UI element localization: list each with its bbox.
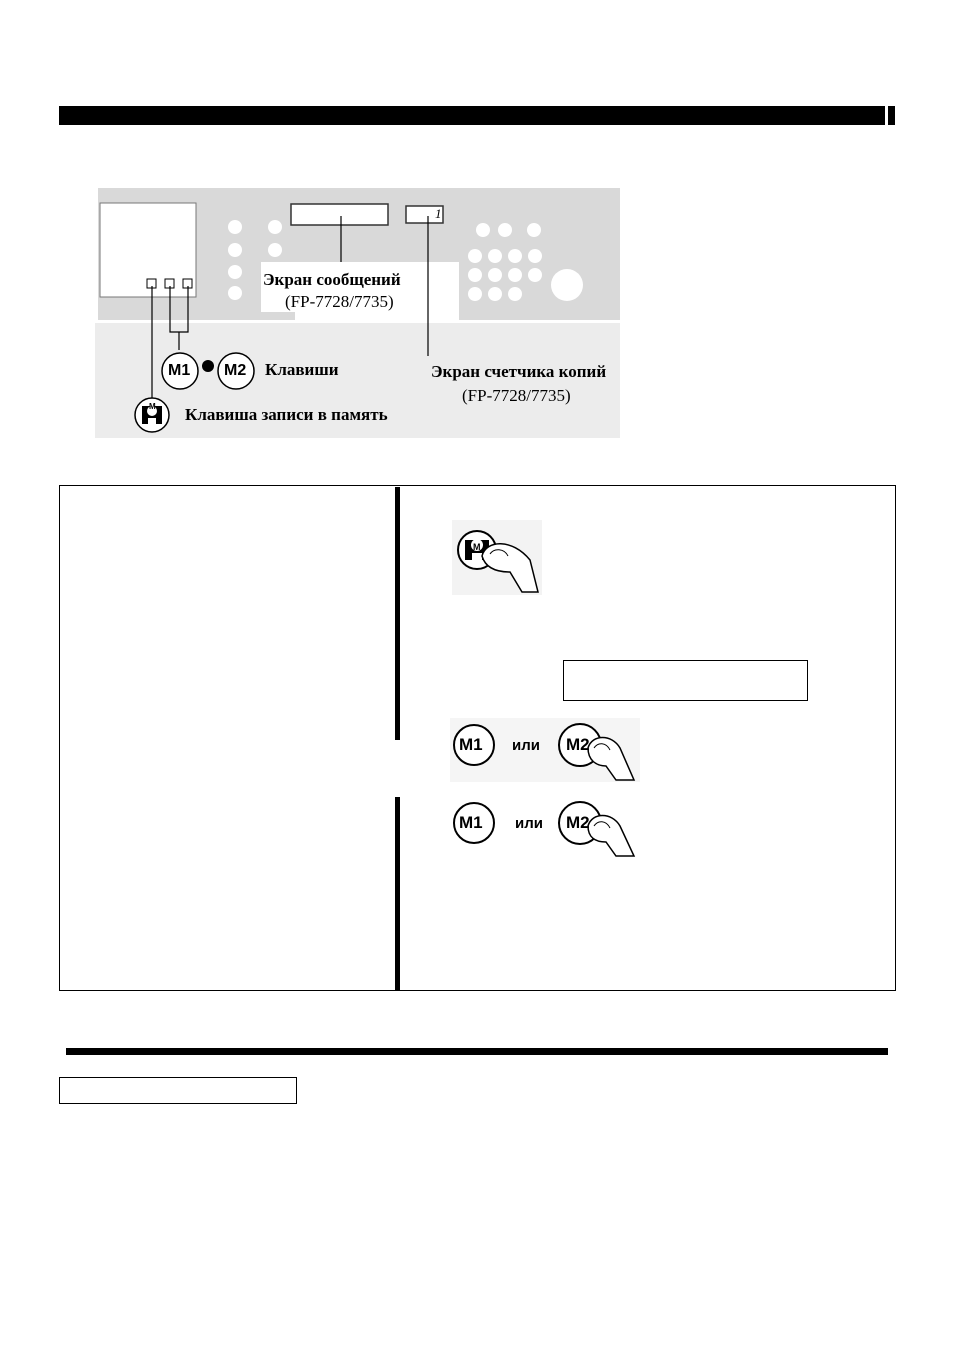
message-screen-models: (FP-7728/7735) [285,292,394,311]
keypad-key [488,249,502,263]
m2-key-label: M2 [224,362,247,379]
step2-or-text: или [512,737,540,754]
display-message-box [563,660,808,701]
panel-button [268,220,282,234]
step3-m1-label: M1 [459,813,483,832]
keypad-key [498,223,512,237]
step1-key-glyph: M [473,542,481,552]
keypad-key [488,268,502,282]
panel-button [228,286,242,300]
message-screen [291,204,388,225]
keypad-key [528,268,542,282]
keypad-key [468,287,482,301]
control-panel-figure [95,188,620,438]
step3-or-text: или [515,815,543,832]
step1-press-memory-key [452,520,542,595]
keys-label: Клавиши [265,360,339,379]
memory-key-glyph: M [149,402,156,411]
counter-screen-label: Экран счетчика копий [431,362,607,381]
keypad-key [527,223,541,237]
step2-m1-label: M1 [459,735,483,754]
keypad-key [488,287,502,301]
start-key [551,269,583,301]
column-divider-upper [395,487,400,740]
panel-button [228,243,242,257]
keypad-key [528,249,542,263]
step2-m2-label: M2 [566,735,590,754]
memory-key-label: Клавиша записи в память [185,405,388,424]
step3-m2-label: M2 [566,813,590,832]
panel-button [268,243,282,257]
finger-icon [588,816,634,857]
keypad-key [468,249,482,263]
panel-button [228,265,242,279]
section-divider-bar [66,1048,888,1055]
counter-digit: 1 [435,206,442,221]
keypad-key [508,249,522,263]
keypad-key [468,268,482,282]
keypad-key [476,223,490,237]
key-separator-dot [202,360,214,372]
m1-key-label: M1 [168,362,191,379]
keypad-key [508,287,522,301]
subsection-heading-box [59,1077,297,1104]
section-header-bar-notch [885,106,888,125]
message-screen-label: Экран сообщений [263,270,401,289]
section-header-bar [59,106,895,125]
panel-button [228,220,242,234]
keypad-key [508,268,522,282]
column-divider-lower [395,797,400,990]
counter-screen-models: (FP-7728/7735) [462,386,571,405]
